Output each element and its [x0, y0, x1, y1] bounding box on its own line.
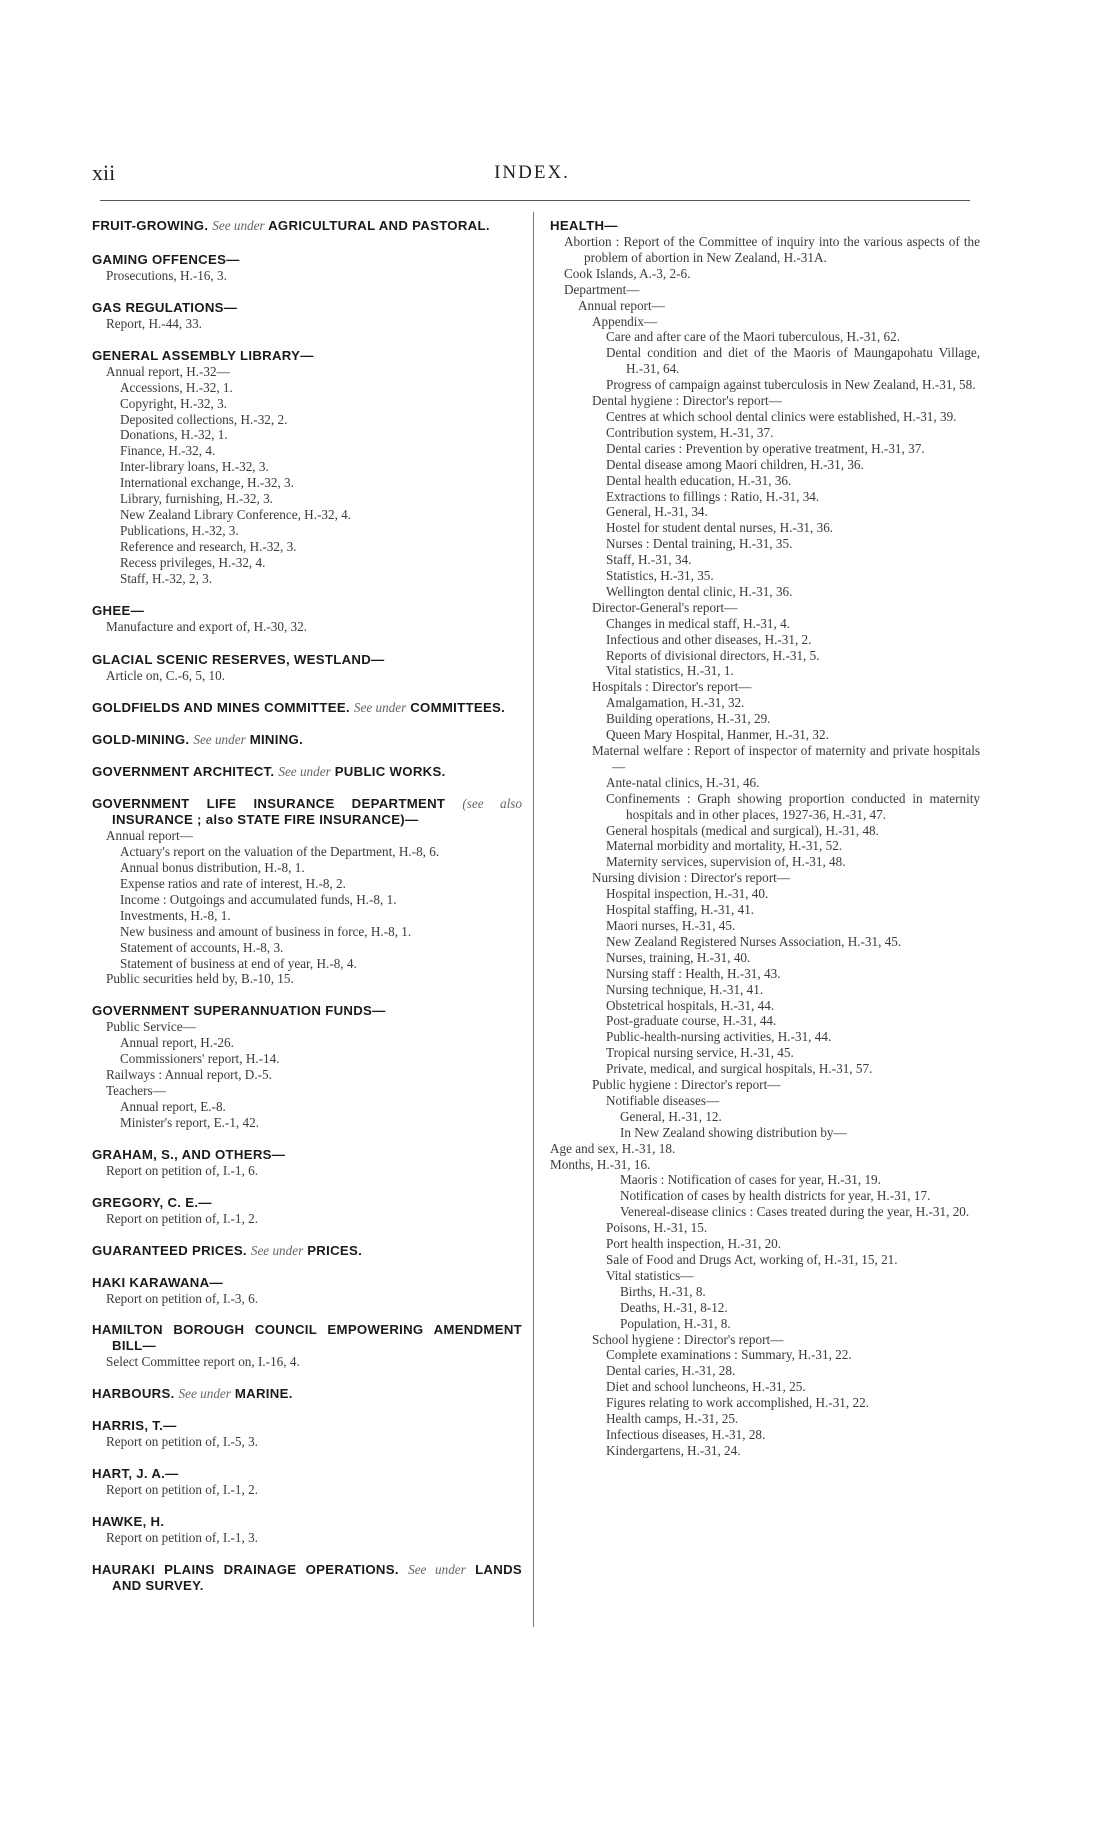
subentry-line: Dental health education, H.-31, 36. — [606, 472, 792, 488]
subentry-line: Annual report— — [578, 297, 665, 313]
subentry-line: Wellington dental clinic, H.-31, 36. — [606, 583, 793, 599]
subentry-line: Dental hygiene : Director's report— — [592, 393, 782, 409]
index-entry — [92, 1466, 522, 1498]
entry-heading-continuation: PRICES. — [307, 1242, 363, 1258]
subentry-line: Maternal welfare : Report of inspector of maternity and private hospitals— — [592, 743, 980, 774]
entry-heading-continuation: MARINE. — [234, 1386, 293, 1402]
index-entry — [92, 218, 522, 234]
subentry-line: Births, H.-31, 8. — [620, 1283, 706, 1299]
index-entry — [92, 1243, 522, 1259]
entry-heading-text: HEALTH— — [550, 218, 618, 233]
subentry-line: Donations, H.-32, 1. — [120, 427, 228, 443]
subentry-line: Reference and research, H.-32, 3. — [120, 538, 297, 554]
entry-heading — [92, 603, 522, 619]
subentry-line: Private, medical, and surgical hospitals, H.-31, 57. — [606, 1061, 873, 1077]
subentry-line: Infectious and other diseases, H.-31, 2. — [606, 631, 812, 647]
subentry-line: Hospitals : Director's report— — [592, 679, 752, 695]
entry-heading — [92, 764, 522, 780]
subentry-line: Notification of cases by health districts for year, H.-31, 17. — [620, 1188, 931, 1204]
subentry-line: In New Zealand showing distribution by— — [620, 1124, 847, 1140]
see-reference: See under — [178, 1386, 231, 1402]
subentry-line: Deaths, H.-31, 8-12. — [620, 1299, 728, 1315]
right-column — [550, 218, 980, 1459]
index-entry — [92, 700, 522, 716]
index-entry — [92, 300, 522, 332]
entry-heading — [92, 732, 522, 748]
entry-heading-text: GOLDFIELDS AND MINES COMMITTEE. — [92, 700, 350, 716]
see-reference: See under — [353, 700, 407, 716]
subentry-line: Statement of accounts, H.-8, 3. — [120, 939, 284, 955]
entry-heading-continuation: AGRICULTURAL AND PASTORAL. — [268, 218, 490, 233]
page-title: INDEX. — [494, 162, 570, 183]
entry-heading — [92, 1243, 522, 1259]
entry-heading-text: HARRIS, T.— — [92, 1418, 177, 1434]
entry-heading — [92, 1322, 522, 1354]
subentry-line: Statement of business at end of year, H.-8, 4. — [120, 955, 357, 971]
entry-heading-text: GAS REGULATIONS— — [92, 299, 238, 315]
index-entry — [92, 1275, 522, 1307]
entry-heading-text: HAKI KARAWANA— — [92, 1274, 223, 1290]
entry-heading-continuation: INSURANCE ; also STATE FIRE INSURANCE)— — [112, 812, 419, 828]
entry-heading — [92, 1562, 522, 1594]
subentry-line: Vital statistics, H.-31, 1. — [606, 663, 734, 679]
index-entry — [92, 1386, 522, 1402]
subentry-line: New business and amount of business in force, H.-8, 1. — [120, 923, 412, 939]
subentry-line: General hospitals (medical and surgical), H.-31, 48. — [606, 822, 879, 838]
left-column — [92, 218, 522, 1594]
page-number: xii — [92, 160, 116, 185]
subentry-line: Teachers— — [106, 1083, 166, 1098]
entry-heading — [92, 1386, 522, 1402]
subentry-line: Hostel for student dental nurses, H.-31, 36. — [606, 520, 834, 536]
index-entry — [92, 1003, 522, 1130]
subentry-line: Staff, H.-31, 34. — [606, 552, 692, 568]
subentry-line: Nurses, training, H.-31, 40. — [606, 949, 751, 965]
subentry-line: Manufacture and export of, H.-30, 32. — [106, 618, 308, 634]
subentry-line: Amalgamation, H.-31, 32. — [606, 695, 745, 711]
subentry-line: Complete examinations : Summary, H.-31, 22. — [606, 1347, 852, 1363]
subentry-line: Infectious diseases, H.-31, 28. — [606, 1426, 766, 1442]
subentry-line: Appendix— — [592, 313, 658, 329]
entry-heading-text: GOVERNMENT SUPERANNUATION FUNDS— — [92, 1003, 386, 1019]
index-entry — [92, 252, 522, 284]
subentry-line: Public Service— — [106, 1019, 196, 1035]
subentry-line: Minister's report, E.-1, 42. — [120, 1114, 259, 1130]
subentry-line: Maternity services, supervision of, H.-31, 48. — [606, 854, 846, 870]
subentry-line: Report on petition of, I.-3, 6. — [106, 1290, 258, 1306]
index-entry — [92, 796, 522, 987]
subentry-line: Prosecutions, H.-16, 3. — [106, 268, 227, 283]
entry-heading-text: GREGORY, C. E.— — [92, 1194, 212, 1210]
index-entry — [550, 218, 980, 1459]
see-reference: See under — [278, 764, 331, 780]
entry-heading — [92, 252, 522, 268]
subentry-line: Report, H.-44, 33. — [106, 315, 202, 331]
subentry-line: Post-graduate course, H.-31, 44. — [606, 1013, 777, 1029]
subentry-line: Age and sex, H.-31, 18. — [550, 1140, 676, 1156]
subentry-line: Copyright, H.-32, 3. — [120, 395, 227, 411]
subentry-line: Recess privileges, H.-32, 4. — [120, 554, 266, 570]
see-reference: See under — [408, 1562, 466, 1578]
subentry-line: Select Committee report on, I.-16, 4. — [106, 1354, 300, 1370]
entry-heading-continuation: LANDS AND SURVEY. — [112, 1562, 522, 1594]
subentry-line: Reports of divisional directors, H.-31, 5. — [606, 647, 820, 663]
entry-heading-text: GHEE— — [92, 602, 145, 618]
subentry-line: Inter-library loans, H.-32, 3. — [120, 459, 269, 475]
subentry-line: Sale of Food and Drugs Act, working of, H.-31, 15, 21. — [606, 1252, 898, 1267]
entry-heading — [92, 1275, 522, 1291]
index-entry — [92, 1322, 522, 1370]
subentry-line: Railways : Annual report, D.-5. — [106, 1067, 272, 1083]
subentry-line: Report on petition of, I.-1, 3. — [106, 1530, 258, 1546]
entry-heading-text: FRUIT-GROWING. — [92, 218, 209, 233]
subentry-line: Diet and school luncheons, H.-31, 25. — [606, 1379, 806, 1395]
entry-heading — [92, 700, 522, 716]
entry-heading-text: HART, J. A.— — [92, 1466, 179, 1482]
entry-heading-text: HAURAKI PLAINS DRAINAGE OPERATIONS. — [92, 1562, 399, 1578]
subentry-line: Contribution system, H.-31, 37. — [606, 424, 774, 440]
index-entry — [92, 1147, 522, 1179]
subentry-line: Changes in medical staff, H.-31, 4. — [606, 615, 790, 631]
subentry-line: Deposited collections, H.-32, 2. — [120, 411, 288, 427]
subentry-line: Public-health-nursing activities, H.-31, 44. — [606, 1029, 832, 1045]
subentry-line: Report on petition of, I.-5, 3. — [106, 1434, 258, 1450]
index-entry — [92, 1418, 522, 1450]
entry-heading-text: GLACIAL SCENIC RESERVES, WESTLAND— — [92, 652, 385, 668]
entry-heading-text: GUARANTEED PRICES. — [92, 1242, 247, 1258]
entry-heading-text: HARBOURS. — [92, 1386, 175, 1402]
entry-heading — [92, 796, 522, 828]
see-reference: See under — [212, 218, 265, 233]
subentry-line: Venereal-disease clinics : Cases treated during the year, H.-31, 20. — [620, 1204, 970, 1220]
subentry-line: Expense ratios and rate of interest, H.-8, 2. — [120, 876, 346, 892]
subentry-line: Department— — [564, 281, 640, 297]
entry-heading-text: GAMING OFFENCES— — [92, 252, 240, 267]
subentry-line: Investments, H.-8, 1. — [120, 907, 231, 923]
subentry-line: Care and after care of the Maori tuberculous, H.-31, 62. — [606, 329, 901, 345]
subentry-line: Annual report— — [106, 828, 193, 844]
index-entry — [92, 1514, 522, 1546]
see-reference: See under — [193, 732, 246, 748]
subentry-line: Accessions, H.-32, 1. — [120, 379, 233, 395]
subentry-line: Population, H.-31, 8. — [620, 1315, 731, 1331]
subentry-line: Public securities held by, B.-10, 15. — [106, 971, 294, 987]
index-entry — [92, 652, 522, 684]
subentry-line: Report on petition of, I.-1, 6. — [106, 1162, 258, 1178]
index-entry — [92, 1195, 522, 1227]
subentry-line: International exchange, H.-32, 3. — [120, 475, 294, 491]
entry-heading — [550, 218, 980, 234]
subentry-line: Queen Mary Hospital, Hanmer, H.-31, 32. — [606, 727, 829, 743]
subentry-line: Health camps, H.-31, 25. — [606, 1411, 739, 1427]
subentry-line: Article on, C.-6, 5, 10. — [106, 668, 226, 684]
subentry-line: Maoris : Notification of cases for year, H.-31, 19. — [620, 1172, 881, 1188]
subentry-line: Abortion : Report of the Committee of inquiry into the various aspects of the problem of abortion in New Zealand, H.-31A. — [564, 234, 980, 265]
subentry-line: Poisons, H.-31, 15. — [606, 1220, 708, 1236]
entry-heading-continuation: PUBLIC WORKS. — [334, 764, 446, 780]
subentry-line: Dental caries : Prevention by operative treatment, H.-31, 37. — [606, 440, 925, 456]
subentry-line: General, H.-31, 12. — [620, 1108, 722, 1124]
header-rule — [100, 200, 970, 201]
index-entry — [92, 348, 522, 587]
entry-heading-text: GOLD-MINING. — [92, 732, 190, 748]
entry-heading — [92, 1514, 522, 1530]
subentry-line: Annual report, H.-32— — [106, 363, 230, 379]
subentry-line: Library, furnishing, H.-32, 3. — [120, 491, 273, 507]
subentry-line: Annual report, E.-8. — [120, 1098, 226, 1114]
subentry-line: Dental caries, H.-31, 28. — [606, 1363, 736, 1379]
entry-heading — [92, 348, 522, 364]
subentry-line: Annual bonus distribution, H.-8, 1. — [120, 860, 305, 876]
subentry-line: Notifiable diseases— — [606, 1092, 720, 1108]
subentry-line: Public hygiene : Director's report— — [592, 1077, 781, 1093]
subentry-line: General, H.-31, 34. — [606, 504, 708, 520]
subentry-line: Months, H.-31, 16. — [550, 1156, 651, 1172]
subentry-line: Tropical nursing service, H.-31, 45. — [606, 1045, 794, 1061]
page-header — [92, 160, 972, 190]
index-entry — [92, 732, 522, 748]
subentry-line: Confinements : Graph showing proportion conducted in maternity hospitals and in other places, 1927-36, H.-31, 47. — [606, 790, 980, 822]
entry-heading — [92, 1003, 522, 1019]
subentry-line: Vital statistics— — [606, 1267, 694, 1283]
subentry-line: Dental disease among Maori children, H.-31, 36. — [606, 456, 864, 472]
subentry-line: Statistics, H.-31, 35. — [606, 568, 714, 584]
entry-heading — [92, 1418, 522, 1434]
column-divider — [533, 212, 534, 1627]
subentry-line: Dental condition and diet of the Maoris of Maungapohatu Village, H.-31, 64. — [606, 345, 980, 377]
subentry-line: Obstetrical hospitals, H.-31, 44. — [606, 997, 775, 1013]
entry-heading-text: GOVERNMENT ARCHITECT. — [92, 764, 275, 780]
subentry-line: Hospital staffing, H.-31, 41. — [606, 902, 755, 918]
entry-heading — [92, 300, 522, 316]
entry-heading — [92, 652, 522, 668]
subentry-line: Port health inspection, H.-31, 20. — [606, 1236, 782, 1252]
subentry-line: Figures relating to work accomplished, H.-31, 22. — [606, 1395, 869, 1411]
entry-heading — [92, 1195, 522, 1211]
subentry-line: Cook Islands, A.-3, 2-6. — [564, 265, 691, 281]
entry-heading-text: HAWKE, H. — [92, 1514, 165, 1530]
subentry-line: Hospital inspection, H.-31, 40. — [606, 886, 769, 902]
subentry-line: Building operations, H.-31, 29. — [606, 711, 771, 727]
subentry-line: New Zealand Registered Nurses Association, H.-31, 45. — [606, 933, 902, 949]
subentry-line: Director-General's report— — [592, 599, 738, 615]
entry-heading — [92, 218, 522, 234]
subentry-line: Staff, H.-32, 2, 3. — [120, 570, 213, 586]
subentry-line: Annual report, H.-26. — [120, 1035, 234, 1051]
entry-heading-text: GRAHAM, S., AND OTHERS— — [92, 1146, 286, 1162]
subentry-line: Commissioners' report, H.-14. — [120, 1051, 280, 1067]
subentry-line: Publications, H.-32, 3. — [120, 522, 239, 538]
see-reference: (see also — [462, 796, 522, 812]
subentry-line: Extractions to fillings : Ratio, H.-31, 34. — [606, 488, 820, 504]
entry-heading-text: GENERAL ASSEMBLY LIBRARY— — [92, 347, 314, 363]
subentry-line: Maori nurses, H.-31, 45. — [606, 917, 736, 933]
subentry-line: Maternal morbidity and mortality, H.-31, 52. — [606, 838, 843, 854]
subentry-line: Nursing division : Director's report— — [592, 870, 790, 886]
subentry-line: Nursing technique, H.-31, 41. — [606, 981, 764, 997]
subentry-line: Nurses : Dental training, H.-31, 35. — [606, 536, 793, 552]
entry-heading — [92, 1147, 522, 1163]
entry-heading-continuation: COMMITTEES. — [410, 700, 506, 716]
subentry-line: Progress of campaign against tuberculosis in New Zealand, H.-31, 58. — [606, 377, 976, 393]
subentry-line: School hygiene : Director's report— — [592, 1331, 784, 1347]
entry-heading — [92, 1466, 522, 1482]
subentry-line: Finance, H.-32, 4. — [120, 443, 216, 459]
index-entry — [92, 603, 522, 635]
subentry-line: Report on petition of, I.-1, 2. — [106, 1210, 258, 1226]
see-reference: See under — [250, 1242, 304, 1258]
subentry-line: Centres at which school dental clinics were established, H.-31, 39. — [606, 408, 957, 424]
entry-heading-continuation: MINING. — [249, 732, 304, 748]
subentry-line: Income : Outgoings and accumulated funds, H.-8, 1. — [120, 891, 397, 907]
subentry-line: New Zealand Library Conference, H.-32, 4. — [120, 506, 352, 522]
subentry-line: Actuary's report on the valuation of the Department, H.-8, 6. — [120, 844, 440, 860]
entry-heading-text: HAMILTON BOROUGH COUNCIL EMPOWERING AMENDMENT BILL— — [92, 1322, 522, 1354]
entry-heading-text: GOVERNMENT LIFE INSURANCE DEPARTMENT — [92, 796, 446, 812]
index-entry — [92, 764, 522, 780]
subentry-line: Kindergartens, H.-31, 24. — [606, 1442, 741, 1458]
subentry-line: Ante-natal clinics, H.-31, 46. — [606, 774, 760, 790]
subentry-line: Report on petition of, I.-1, 2. — [106, 1482, 258, 1498]
subentry-line: Nursing staff : Health, H.-31, 43. — [606, 965, 781, 981]
index-entry — [92, 1562, 522, 1594]
